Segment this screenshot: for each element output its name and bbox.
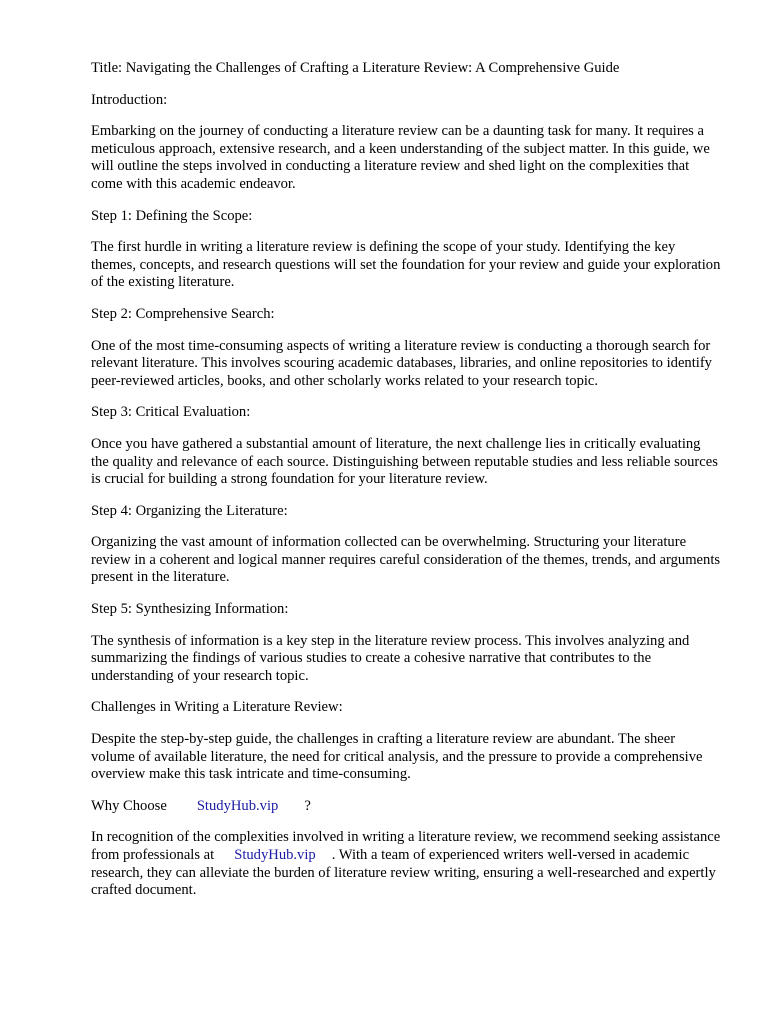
section-heading-challenges: Challenges in Writing a Literature Review: [91, 699, 343, 716]
section-paragraph-step-3: Once you have gathered a substantial amount of literature, the next challenge lies in critically evaluating the quality and relevance of each source. Distinguishing between reputable studies and less reliable sources is crucial for building a strong foundation for your literature review. [91, 435, 718, 488]
why-choose-prefix: Why Choose [91, 797, 167, 814]
section-heading-step-3: Step 3: Critical Evaluation: [91, 404, 251, 421]
section-paragraph-challenges: Despite the step-by-step guide, the challenges in crafting a literature review are abundant. The sheer volume of available literature, the need for critical analysis, and the pressure to provide a comprehensive overview make this task intricate and time-consuming. [91, 731, 703, 783]
closing-text-after: . With a team of experienced writers well-versed in academic research, they can alleviate the burden of literature review writing, ensuring a well-researched and expertly crafted document. [91, 847, 716, 899]
document-page [91, 60, 721, 914]
intro-paragraph: Embarking on the journey of conducting a literature review can be a daunting task for many. It requires a meticulous approach, extensive research, and a keen understanding of the subject matter. In this guide, we will outline the steps involved in conducting a literature review and shed light on the complexities that come with this academic endeavor. [91, 123, 710, 192]
closing-text-before: In recognition of the complexities involved in writing a literature review, we recommend seeking assistance from professionals at [91, 829, 721, 863]
section-paragraph-step-1: The first hurdle in writing a literature review is defining the scope of your study. Identifying the key themes, concepts, and research questions will set the foundation for your review and guide your exploration of the existing literature. [91, 239, 721, 291]
why-choose-suffix: ? [304, 797, 311, 814]
section-heading-step-4: Step 4: Organizing the Literature: [91, 502, 288, 519]
studyhub-link[interactable]: StudyHub.vip [196, 797, 279, 814]
closing-paragraph [91, 829, 721, 899]
section-heading-step-5: Step 5: Synthesizing Information: [91, 601, 289, 618]
section-paragraph-step-4: Organizing the vast amount of information collected can be overwhelming. Structuring your literature review in a coherent and logical manner requires careful consideration of the themes, trends, and arguments present in the literature. [91, 534, 721, 586]
section-paragraph-step-5: The synthesis of information is a key step in the literature review process. This involves analyzing and summarizing the findings of various studies to create a cohesive narrative that contributes to the understanding of your research topic. [91, 632, 690, 684]
section-heading-step-2: Step 2: Comprehensive Search: [91, 305, 275, 322]
section-heading-step-1: Step 1: Defining the Scope: [91, 207, 253, 224]
intro-heading: Introduction: [91, 91, 168, 108]
section-paragraph-step-2: One of the most time-consuming aspects of writing a literature review is conducting a thorough search for relevant literature. This involves scouring academic databases, libraries, and online repositories to identify peer-reviewed articles, books, and other scholarly works related to your research topic. [91, 337, 712, 389]
why-choose-line [91, 798, 721, 816]
document-title: Title: Navigating the Challenges of Crafting a Literature Review: A Comprehensive Guide [91, 60, 620, 76]
studyhub-link-closing[interactable]: StudyHub.vip [234, 847, 316, 863]
